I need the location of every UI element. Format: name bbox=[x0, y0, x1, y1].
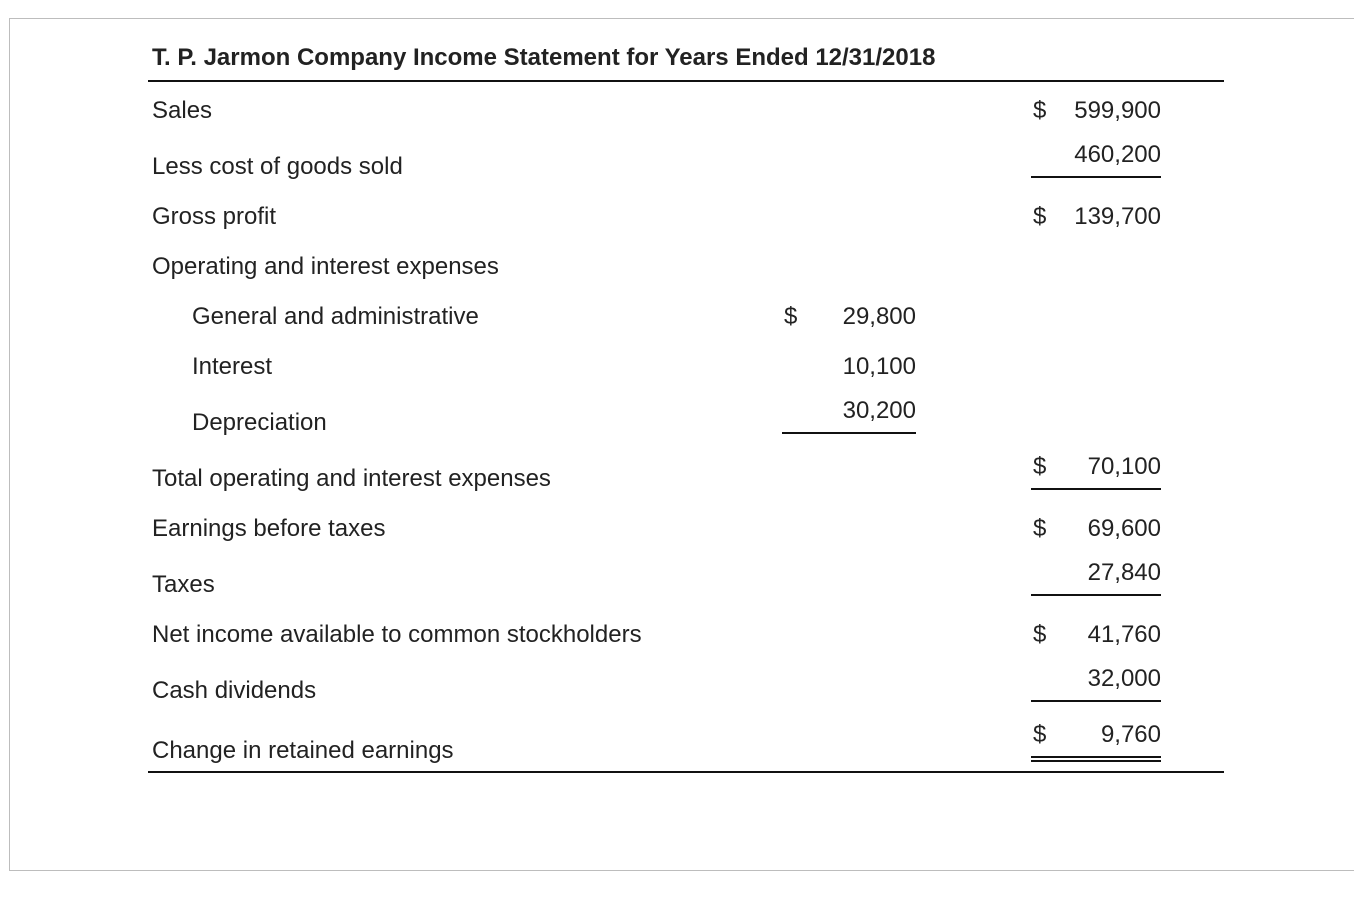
row-label-cogs: Less cost of goods sold bbox=[152, 153, 403, 180]
value-gen-admin: 29,800 bbox=[842, 303, 916, 330]
row-label-dividends: Cash dividends bbox=[152, 677, 317, 704]
underline bbox=[1031, 176, 1161, 178]
double-underline bbox=[1031, 756, 1161, 762]
row-label-interest: Interest bbox=[192, 353, 273, 380]
value-ebt: 69,600 bbox=[1087, 515, 1161, 542]
row-label-gen-admin: General and administrative bbox=[192, 303, 479, 330]
value-taxes: 27,840 bbox=[1087, 559, 1161, 586]
row-label-net-income: Net income available to common stockholders bbox=[152, 621, 642, 648]
dollar-sign: $ bbox=[1033, 621, 1047, 648]
row-label-operating-header: Operating and interest expenses bbox=[152, 253, 499, 280]
value-interest: 10,100 bbox=[842, 353, 916, 380]
value-dividends: 32,000 bbox=[1087, 665, 1161, 692]
dollar-sign: $ bbox=[1033, 203, 1047, 230]
dollar-sign: $ bbox=[1033, 515, 1047, 542]
dollar-sign: $ bbox=[1033, 97, 1047, 124]
value-net-income: 41,760 bbox=[1087, 621, 1161, 648]
row-label-taxes: Taxes bbox=[152, 571, 215, 598]
title-rule bbox=[148, 80, 1224, 82]
value-gross-profit: 139,700 bbox=[1074, 203, 1161, 230]
row-label-gross-profit: Gross profit bbox=[152, 203, 277, 230]
dollar-sign: $ bbox=[784, 303, 798, 330]
row-label-sales: Sales bbox=[152, 97, 213, 124]
dollar-sign: $ bbox=[1033, 453, 1047, 480]
value-cogs: 460,200 bbox=[1074, 141, 1161, 168]
underline bbox=[1031, 700, 1161, 702]
underline bbox=[1031, 594, 1161, 596]
bottom-rule bbox=[148, 771, 1224, 773]
value-total-operating: 70,100 bbox=[1087, 453, 1161, 480]
statement-title: T. P. Jarmon Company Income Statement for Years Ended 12/31/2018 bbox=[152, 44, 936, 71]
underline bbox=[782, 432, 916, 434]
row-label-retained-earnings: Change in retained earnings bbox=[152, 737, 454, 764]
value-sales: 599,900 bbox=[1074, 97, 1161, 124]
underline bbox=[1031, 488, 1161, 490]
row-label-depreciation: Depreciation bbox=[192, 409, 327, 436]
row-label-total-operating: Total operating and interest expenses bbox=[152, 465, 551, 492]
value-depreciation: 30,200 bbox=[842, 397, 916, 424]
row-label-ebt: Earnings before taxes bbox=[152, 515, 386, 542]
dollar-sign: $ bbox=[1033, 721, 1047, 748]
value-retained-earnings: 9,760 bbox=[1100, 721, 1161, 748]
